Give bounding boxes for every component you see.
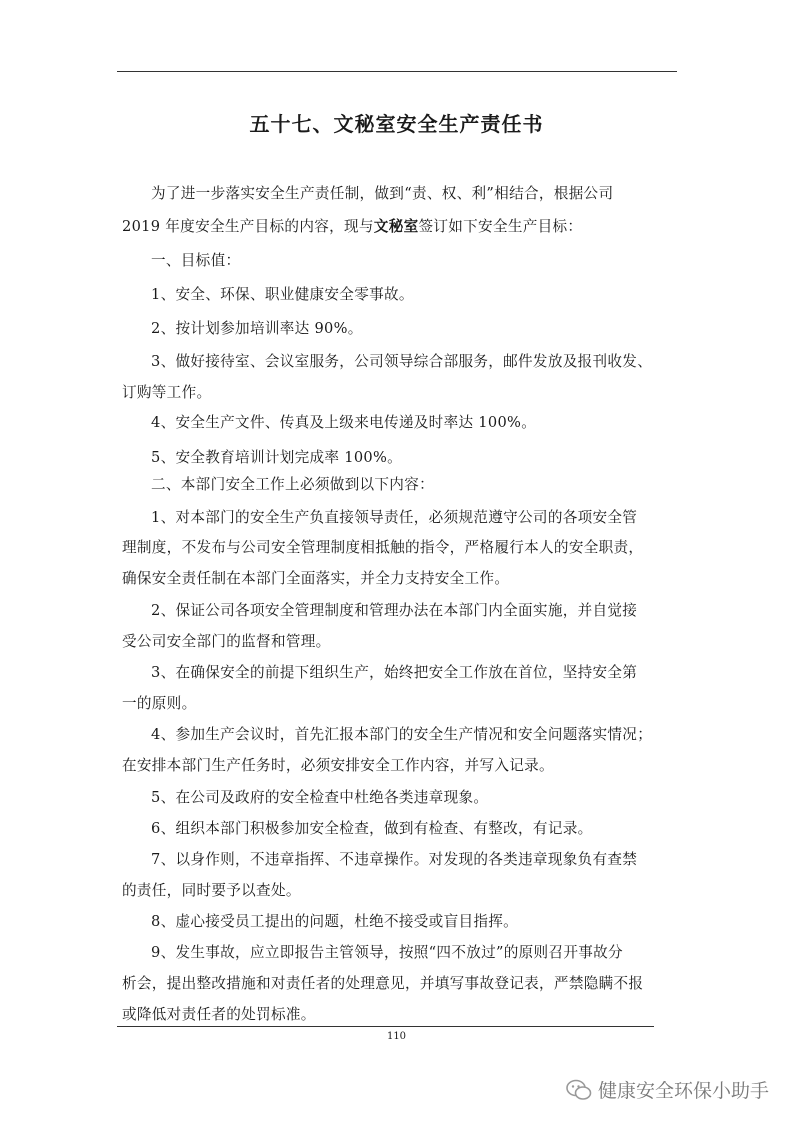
watermark-text: 健康安全环保小助手 xyxy=(597,1080,769,1102)
intro-line-1: 为了进一步落实安全生产责任制，做到“责、权、利”相结合，根据公司 xyxy=(151,185,614,202)
list-item: 6、组织本部门积极参加安全检查，做到有检查、有整改，有记录。 xyxy=(151,820,593,837)
section-1-heading: 一、目标值： xyxy=(151,252,241,269)
list-item: 2、按计划参加培训率达 90%。 xyxy=(151,320,363,337)
list-item: 4、安全生产文件、传真及上级来电传递及时率达 100%。 xyxy=(151,414,537,431)
list-item-continued: 的责任，同时要予以查处。 xyxy=(122,882,301,899)
footer-rule xyxy=(117,1026,654,1027)
department-name: 文秘室 xyxy=(373,218,419,235)
list-item-continued: 订购等工作。 xyxy=(122,384,212,401)
list-item-continued: 一的原则。 xyxy=(122,695,197,712)
list-item: 5、在公司及政府的安全检查中杜绝各类违章现象。 xyxy=(151,789,489,806)
intro-line-2 xyxy=(122,215,582,236)
watermark xyxy=(566,1076,769,1103)
page-number: 110 xyxy=(386,1031,407,1042)
document-title: 五十七、文秘室安全生产责任书 xyxy=(249,112,544,136)
list-item: 8、虚心接受员工提出的问题，杜绝不接受或盲目指挥。 xyxy=(151,913,519,930)
list-item: 4、参加生产会议时，首先汇报本部门的安全生产情况和安全问题落实情况； xyxy=(151,726,653,743)
list-item: 3、做好接待室、会议室服务，公司领导综合部服务，邮件发放及报刊收发、 xyxy=(151,353,653,370)
intro-text-a: 2019 年度安全生产目标的内容，现与 xyxy=(122,218,374,235)
list-item: 3、在确保安全的前提下组织生产，始终把安全工作放在首位，坚持安全第 xyxy=(151,664,638,681)
list-item: 5、安全教育培训计划完成率 100%。 xyxy=(151,449,403,466)
list-item-continued: 确保安全责任制在本部门全面落实，并全力支持安全工作。 xyxy=(122,570,510,587)
list-item: 2、保证公司各项安全管理制度和管理办法在本部门内全面实施，并自觉接 xyxy=(151,602,638,619)
list-item: 1、对本部门的安全生产负直接领导责任，必须规范遵守公司的各项安全管 xyxy=(151,509,638,526)
list-item: 1、安全、环保、职业健康安全零事故。 xyxy=(151,286,414,303)
section-2-heading: 二、本部门安全工作上必须做到以下内容： xyxy=(151,476,434,493)
intro-text-b: 签订如下安全生产目标： xyxy=(418,218,583,235)
list-item-continued: 或降低对责任者的处罚标准。 xyxy=(122,1006,316,1023)
list-item-continued: 析会，提出整改措施和对责任者的处理意见，并填写事故登记表，严禁隐瞒不报 xyxy=(122,975,644,992)
list-item: 7、以身作则，不违章指挥、不违章操作。对发现的各类违章现象负有查禁 xyxy=(151,851,638,868)
header-rule xyxy=(117,71,677,72)
list-item: 9、发生事故，应立即报告主管领导，按照“四不放过”的原则召开事故分 xyxy=(151,944,623,961)
list-item-continued: 理制度，不发布与公司安全管理制度相抵触的指令，严格履行本人的安全职责， xyxy=(122,539,644,556)
wechat-icon xyxy=(566,1079,592,1101)
list-item-continued: 在安排本部门生产任务时，必须安排安全工作内容，并写入记录。 xyxy=(122,757,554,774)
list-item-continued: 受公司安全部门的监督和管理。 xyxy=(122,633,331,650)
